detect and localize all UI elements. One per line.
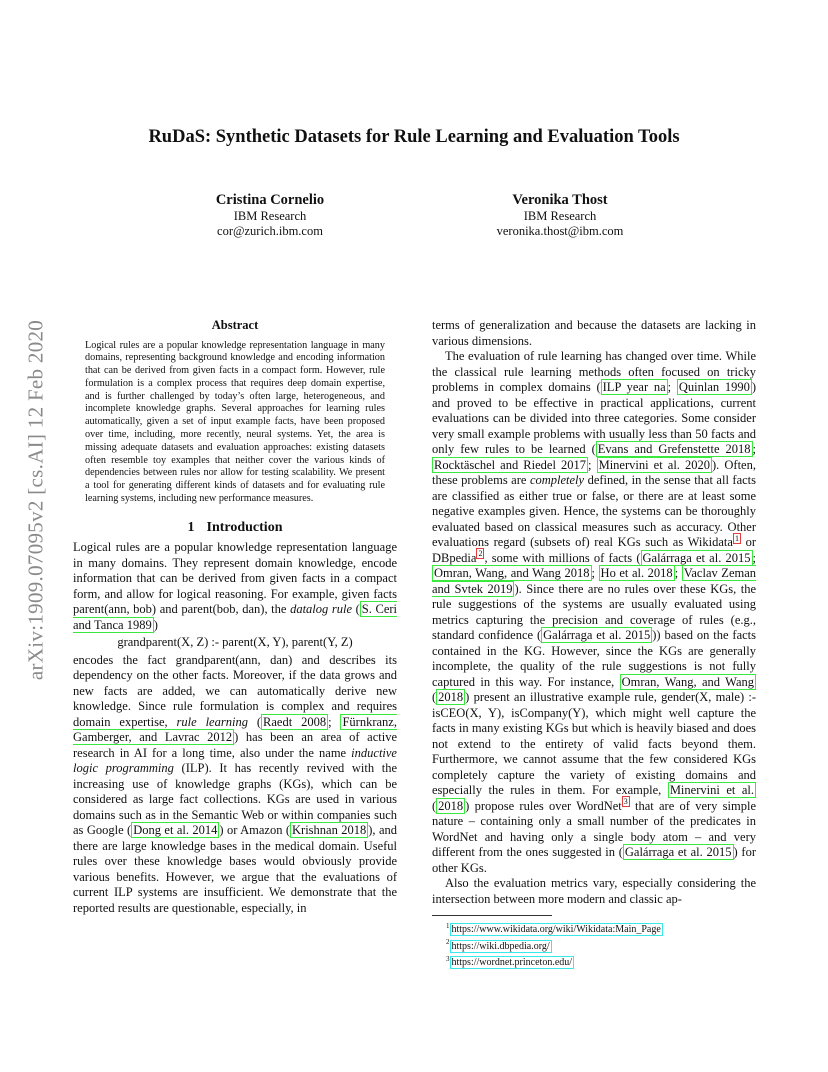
footnote-url[interactable]: https://wiki.dbpedia.org/ — [451, 940, 550, 952]
arxiv-id: arXiv:1909.07095v2 [cs.AI] 12 Feb 2020 — [23, 319, 48, 681]
citation-link[interactable]: S. Ceri and Tanca 1989 — [73, 602, 398, 632]
right-paragraph-0: terms of generalization and because the datasets are lacking in various dimensions. — [432, 318, 756, 348]
citation-link[interactable]: Quinlan 1990 — [678, 380, 750, 394]
footnote-divider — [432, 915, 552, 916]
right-column — [432, 318, 756, 969]
citation-link[interactable]: Evans and Grefenstette 2018 — [597, 442, 751, 456]
section-heading — [73, 520, 397, 536]
intro-paragraph-1: Logical rules are a popular knowledge representation language in many domains. They represent domain knowledge, encode information that can be derived from given facts in a compact form, and allow for logical reasoning. For example, given facts parent(ann, bob) and parent(bob, dan), the datalog rule ( S. Ceri and Tanca 1989 ) — [73, 540, 398, 632]
left-column — [73, 318, 397, 916]
citation-link[interactable]: Omran, Wang, and Wang — [621, 674, 754, 689]
citation-link[interactable]: 2018 — [438, 798, 464, 813]
citation-link[interactable]: Rocktäschel and Riedel 2017 — [434, 457, 587, 472]
footnote-1: $^1$ https://www.wikidata.org/wiki/Wikidata:Main_Page — [446, 922, 661, 936]
citation-link[interactable]: Fürnkranz, Gamberger, and Lavrac 2012 — [73, 714, 397, 745]
citation-link[interactable]: Dong et al. 2014 — [133, 823, 218, 838]
abstract-text: Logical rules are a popular knowledge representation language in many domains, representing background knowledge and encoding information that can be derived from given facts in a compact form. However, rule formulation is a complex process that requires deep domain expertise, and is further challenged by today’s often large, heterogeneous, and incomplete knowledge graphs. Several approaches for learning rules automatically, given a set of input example facts, have been proposed over time, including, more recently, neural systems. Yet, the area is missing adequate datasets and evaluation approaches: existing datasets often resemble toy examples that neither cover the various kinds of dependencies between rules nor allow for testing scalability. We present a tool for generating different kinds of datasets and for evaluating rule learning systems, including new performance measures. — [85, 339, 385, 505]
author-affiliation: IBM Research — [523, 209, 597, 223]
author-email: veronika.thost@ibm.com — [496, 224, 624, 238]
intro-paragraph-2: encodes the fact grandparent(ann, dan) and describes its dependency on the other facts. Moreover, if the data grows and new facts are added, we can automatically derive new knowledge. Since rule formulation is complex and requires domain expertise, rule learning ( Raedt 2008 ; Fürnkranz, Gamberger, and Lavrac 2012 ) has been an area of active research in AI for a long time, also under the name inductive logic programming (ILP). It has recently revived with the increasing use of knowledge graphs (KGs), which can be considered as large fact collections. KGs are used in various domains such as in the Semantic Web or within companies such as Google ( Dong et al. 2014 ) or Amazon ( Krishnan 2018 ), and there are large knowledge bases in the medical domain. Useful rules over these knowledge bases would obviously provide various benefits. However, we argue that the evaluations of current ILP systems are insufficient. We demonstrate that the reported results are questionable, especially, in — [73, 652, 398, 915]
citation-link[interactable]: Minervini et al. — [669, 783, 754, 797]
citation-link[interactable]: Omran, Wang, and Wang 2018 — [434, 566, 590, 580]
footnote-3: $^3$ https://wordnet.princeton.edu/ — [446, 954, 573, 968]
citation-link[interactable]: ILP year na — [602, 380, 666, 394]
section-title: Introduction — [206, 519, 283, 535]
citation-link[interactable]: Vaclav Zeman and Svtek 2019 — [432, 566, 757, 596]
author-2 — [440, 193, 680, 239]
footnote-url[interactable]: https://www.wikidata.org/wiki/Wikidata:Main_Page — [451, 924, 661, 936]
footnote-ref[interactable]: 2 — [478, 549, 483, 559]
citation-link[interactable]: 2018 — [438, 690, 464, 704]
author-email: cor@zurich.ibm.com — [217, 224, 323, 238]
arxiv-sidebar — [16, 300, 56, 700]
equation: grandparent(X, Z) :- parent(X, Y), parent(Y, Z) — [117, 635, 353, 650]
author-affiliation: IBM Research — [233, 209, 307, 223]
citation-link[interactable]: Raedt 2008 — [263, 714, 327, 729]
section-number: 1 — [187, 519, 195, 535]
citation-link[interactable]: Galárraga et al. 2015 — [624, 845, 732, 859]
footnote-url[interactable]: https://wordnet.princeton.edu/ — [451, 956, 573, 968]
footnote-2: $^2$ https://wiki.dbpedia.org/ — [446, 938, 550, 952]
citation-link[interactable]: Krishnan 2018 — [292, 823, 367, 838]
citation-link[interactable]: Galárraga et al. 2015 — [543, 628, 651, 642]
footnote-ref[interactable]: 3 — [623, 797, 628, 807]
author-name: Cristina Cornelio — [215, 192, 325, 208]
author-1 — [150, 193, 390, 239]
paper-title: RuDaS: Synthetic Datasets for Rule Learning and Evaluation Tools — [148, 127, 680, 147]
citation-link[interactable]: Ho et al. 2018 — [600, 566, 673, 580]
right-paragraph-2: Also the evaluation metrics vary, especially considering the intersection between more modern and classic ap- — [432, 876, 756, 906]
footnote-ref[interactable]: 1 — [734, 533, 739, 543]
citation-link[interactable]: Galárraga et al. 2015 — [642, 550, 751, 565]
author-name: Veronika Thost — [512, 192, 608, 208]
citation-link[interactable]: Minervini et al. 2020 — [598, 457, 711, 472]
right-paragraph-1: The evaluation of rule learning has changed over time. While the classical rule learning methods often focused on tricky problems in complex domains ( ILP year na ; Quinlan 1990 ) and proved to be effective in practical applications, current evaluations can be divided into three categories. Some consider very small example problems with usually less than 50 facts and only few rules to be learned ( Evans and Grefenstette 2018 ; Rocktäschel and Riedel 2017 ; Minervini et al. 2020 ). Often, these problems are completely defined, in the sense that all facts are classified as either true or false, or there are at least some negative examples given. Hence, the systems can be thoroughly evaluated based on classical measures such as accuracy. Other evaluations regard (subsets of) real KGs such as Wikidata $^1$ or DBpedia $^2$ , some with millions of facts ( Galárraga et al. 2015 ; Omran, Wang, and Wang 2018 ; Ho et al. 2018 ; Vaclav Zeman and Svtek 2019 ). Since there are no rules over these KGs, the rule suggestions of the systems are usually evaluated using metrics capturing the precision and coverage of rules (e.g., standard confidence ( Galárraga et al. 2015 )) based on the facts contained in the KG. However, since the KGs are generally incomplete, the quality of the rule suggestions is not fully captured in this way. For instance, Omran, Wang, and Wang ( 2018 ) present an illustrative example rule, gender(X, male) :- isCEO(X, Y), isCompany(Y), which might well capture the facts in many existing KGs but which is heavily biased and does not extend to the entirety of valid facts beyond them. Furthermore, we cannot assume that the few considered KGs completely capture the variety of existing domains and especially the rules in them. For example, Minervini et al. ( 2018 ) propose rules over WordNet $^3$ that are of very simple nature – containing only a small number of the predicates in WordNet and having only a single body atom – and very different from the ones suggested in ( Galárraga et al. 2015 ) for other KGs. — [432, 349, 757, 875]
abstract-heading: Abstract — [211, 318, 259, 332]
